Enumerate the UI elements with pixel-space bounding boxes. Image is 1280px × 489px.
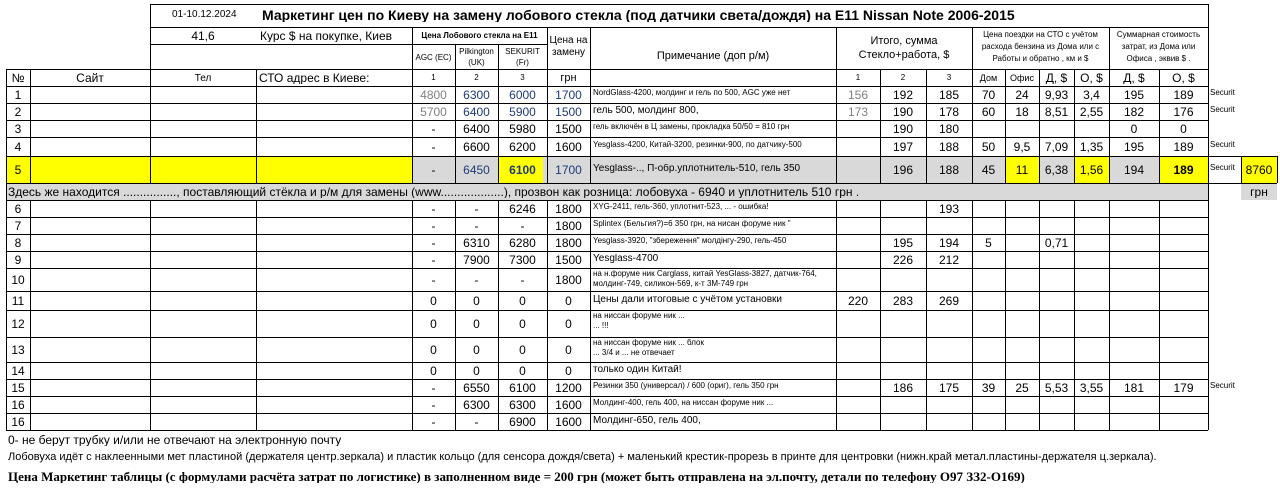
row-11-n: 11 <box>11 294 25 307</box>
row-16-pil: 6300 <box>463 398 490 411</box>
row-11-sek: 0 <box>519 294 526 307</box>
col-o-usd-header: О, $ <box>1080 72 1103 84</box>
col-total1-num: 1 <box>855 74 861 82</box>
row-17-sek: 6900 <box>509 415 536 428</box>
col-total-label: Итого, сумма Стекло+работа, $ <box>858 35 950 61</box>
row-14-price: 0 <box>565 364 572 377</box>
middle-grn: грн <box>1250 186 1268 198</box>
row-2-o: 2,55 <box>1079 105 1104 118</box>
row-12-note-2: ... !!! <box>593 322 609 330</box>
col-agc-header: AGC (EC) <box>415 54 452 62</box>
col-trip-header <box>972 29 1109 65</box>
col-office-header: Офис <box>1010 74 1034 83</box>
row-6-note: XYG-2411, гель-360, уплотнит-523, ... - ошибка! <box>593 203 769 211</box>
footer-line-2: Лобовуха идёт с наклеенными мет пластиной (держателя центр.зеркала) и пластик кольцо (для сенсора дождя/света) + маленький крестик-прорезь в принте для центровки (нижн.край метал.пластины-держателя ц.зеркала). <box>8 452 1157 463</box>
col-tel-header: Тел <box>194 74 212 84</box>
row-10-note: на н.форуме ник Carglass, китай YesGlass-3827, датчик-764, <box>593 270 817 278</box>
col-sum-o-header: О, $ <box>1172 72 1195 84</box>
row-15-pil: 6550 <box>463 381 490 394</box>
row-6-t3: 193 <box>938 202 960 215</box>
row-17-pil: - <box>474 415 479 428</box>
col-sum-d-header: Д, $ <box>1123 72 1145 84</box>
row-16-price: 1600 <box>555 398 582 411</box>
row-12-sek: 0 <box>519 317 526 330</box>
row-15-so: 179 <box>1173 381 1194 394</box>
row-15-sd: 181 <box>1123 381 1145 394</box>
row-3-sek: 5980 <box>509 122 536 135</box>
row-3-t3: 180 <box>938 122 960 135</box>
row-9-pil: 7900 <box>463 253 490 266</box>
row-1-d: 9,93 <box>1044 88 1069 101</box>
row-1-sek: 6000 <box>509 88 536 101</box>
row-4-t2: 197 <box>892 140 914 153</box>
row-1-extra: Securit <box>1210 88 1235 97</box>
price-group-title: Цена Лобового стекла на E11 <box>421 32 538 40</box>
row-2-t2: 190 <box>892 105 914 118</box>
row-8-t2: 195 <box>892 236 914 249</box>
middle-note: Здесь же находится ................, поставляющий стёкла и р/м для замены (www...................), прозвон как розница: лобовуха - 6940 и уплотнитель 510 грн . <box>8 186 860 198</box>
row-3-note: гель включён в Ц замены, прокладка 50/50 = 810 грн <box>593 123 790 131</box>
row-5-sek: 6100 <box>509 163 536 176</box>
row-16-agc: - <box>431 398 436 411</box>
row-12-n: 12 <box>11 317 25 330</box>
row-5-price: 1700 <box>555 163 582 176</box>
row-2-t3: 178 <box>938 105 960 118</box>
row-12-pil: 0 <box>473 317 480 330</box>
row-4-o: 1,35 <box>1079 140 1104 153</box>
col-site-header: Сайт <box>76 72 104 84</box>
row-10-pil: - <box>474 273 479 286</box>
col-total3-num: 3 <box>946 74 952 82</box>
row-15-t3: 175 <box>938 381 960 394</box>
row-2-sd: 182 <box>1123 105 1145 118</box>
row-15-home: 39 <box>981 381 996 394</box>
row-11-pil: 0 <box>473 294 480 307</box>
row-8-n: 8 <box>14 236 22 249</box>
row-1-t1: 156 <box>847 88 869 101</box>
row-5-sd: 194 <box>1123 163 1145 176</box>
row-9-note: Yesglass-4700 <box>593 254 659 264</box>
row-9-t3: 212 <box>938 253 960 266</box>
row-13-sek: 0 <box>519 343 526 356</box>
col-sum-label: Суммарная стоимость затрат, из Дома или Офиса , эквив $ . <box>1116 30 1201 63</box>
row-9-n: 9 <box>14 253 22 266</box>
row5-highlight-left <box>6 156 412 183</box>
row-14-n: 14 <box>11 364 25 377</box>
row-5-t3: 188 <box>938 163 960 176</box>
row-2-extra: Securit <box>1210 105 1235 114</box>
row-2-d: 8,51 <box>1044 105 1069 118</box>
row-1-agc: 4800 <box>420 88 447 101</box>
row-15-note: Резинки 350 (универсал) / 600 (ориг), гель 350 грн <box>593 382 779 390</box>
row-1-note: NordGlass-4200, молдинг и гель по 500, AGC уже нет <box>593 89 791 97</box>
row-16-n: 16 <box>11 398 25 411</box>
row-11-note: Цены дали итоговые с учётом установки <box>593 295 782 305</box>
col-pilkington-header <box>455 46 498 68</box>
row-17-note: Молдинг-650, гель 400, <box>593 416 701 426</box>
exchange-rate-value: 41,6 <box>191 30 215 42</box>
row-2-price: 1500 <box>555 105 582 118</box>
page-title: Маркетинг цен по Киеву на замену лобового стекла (под датчики света/дождя) на E11 Nissan Note 2006-2015 <box>262 8 1015 22</box>
row-1-office: 24 <box>1015 88 1029 101</box>
row-2-pil: 6400 <box>463 105 490 118</box>
row-3-so: 0 <box>1180 122 1187 135</box>
row-5-agc: - <box>431 163 436 176</box>
col-replace-price-header <box>547 35 590 59</box>
row-8-note: Yesglass-3920, "збереження" молдінгу-290, гель-450 <box>593 237 787 245</box>
row-16-sek: 6300 <box>509 398 536 411</box>
row-1-t2: 192 <box>892 88 914 101</box>
col-replace-price-label: Цена на замену <box>549 35 588 58</box>
row-14-sek: 0 <box>519 364 526 377</box>
row-15-sek: 6100 <box>509 381 536 394</box>
row-14-agc: 0 <box>430 364 437 377</box>
row-4-extra: Securit <box>1210 140 1235 149</box>
row-2-note: гель 500, молдинг 800, <box>593 106 699 116</box>
row-13-n: 13 <box>11 343 25 356</box>
row-5-pil: 6450 <box>463 163 490 176</box>
row-11-t1: 220 <box>847 294 869 307</box>
row-15-price: 1200 <box>555 381 582 394</box>
row-17-price: 1600 <box>555 415 582 428</box>
row-5-n: 5 <box>14 163 22 176</box>
col-pilkington-label: Pilkington (UK) <box>459 47 494 67</box>
row-3-pil: 6400 <box>463 122 490 135</box>
row-5-o: 1,56 <box>1079 163 1104 176</box>
col-sekurit-label: SEKURIT (Fr) <box>505 47 540 67</box>
row-3-t2: 190 <box>892 122 914 135</box>
col-grn-unit: грн <box>560 73 577 84</box>
row-10-note-2: молдинг-749, силикон-569, к-т 3M-749 грн <box>593 280 749 288</box>
row-5-extra2: 8760 <box>1245 163 1273 176</box>
col-total-header <box>836 34 972 62</box>
col-sto-header: СТО адрес в Киеве: <box>259 72 370 84</box>
row-13-agc: 0 <box>430 343 437 356</box>
row-1-pil: 6300 <box>463 88 490 101</box>
row-6-price: 1800 <box>555 202 582 215</box>
row-7-sek: - <box>520 219 525 232</box>
row-2-n: 2 <box>14 105 22 118</box>
header-date: 01-10.12.2024 <box>172 10 237 20</box>
row-5-extra: Securit <box>1210 163 1235 172</box>
row-1-t3: 185 <box>938 88 960 101</box>
col-total2-num: 2 <box>900 74 906 82</box>
row-1-price: 1700 <box>555 88 582 101</box>
row-5-home: 45 <box>981 163 996 176</box>
row-8-agc: - <box>431 236 436 249</box>
row-5-office: 11 <box>1015 163 1029 176</box>
row-10-agc: - <box>431 273 436 286</box>
row-7-agc: - <box>431 219 436 232</box>
row-2-agc: 5700 <box>420 105 447 118</box>
row-2-sek: 5900 <box>509 105 536 118</box>
row-11-t2: 283 <box>892 294 914 307</box>
col-home-header: Дом <box>979 74 998 83</box>
row-4-agc: - <box>431 140 436 153</box>
row-17-agc: - <box>431 415 436 428</box>
row-1-so: 189 <box>1173 88 1194 101</box>
row-4-sd: 195 <box>1123 140 1145 153</box>
row-3-n: 3 <box>14 122 22 135</box>
col-pil-num: 2 <box>474 74 479 82</box>
row-13-note-2: ... 3/4 и ... не отвечает <box>593 349 675 357</box>
row-15-o: 3,55 <box>1079 381 1104 394</box>
row-6-n: 6 <box>14 202 22 215</box>
row-8-home: 5 <box>985 236 992 249</box>
row-4-sek: 6200 <box>509 140 536 153</box>
row-15-office: 25 <box>1015 381 1029 394</box>
row-4-d: 7,09 <box>1044 140 1069 153</box>
row-9-sek: 7300 <box>509 253 536 266</box>
row-3-agc: - <box>431 122 436 135</box>
row-4-home: 50 <box>981 140 996 153</box>
row-13-pil: 0 <box>473 343 480 356</box>
row-5-so: 189 <box>1173 163 1194 176</box>
row-8-price: 1800 <box>555 236 582 249</box>
row-2-t1: 173 <box>847 105 869 118</box>
row-7-note: Splintex (Бельгия?)=6 350 грн, на нисан форуме ник " <box>593 220 791 228</box>
row-2-so: 176 <box>1173 105 1194 118</box>
row-2-home: 60 <box>981 105 996 118</box>
row-3-price: 1500 <box>555 122 582 135</box>
row-5-d: 6,38 <box>1044 163 1069 176</box>
col-agc-num: 1 <box>431 74 436 82</box>
row-12-note: на ниссан форуме ник ... <box>593 312 685 320</box>
row-1-n: 1 <box>14 88 22 101</box>
col-sek-num: 3 <box>520 74 525 82</box>
row-15-n: 15 <box>11 381 25 394</box>
row-13-note: на ниссан форуме ник ... блок <box>593 339 704 347</box>
row-4-price: 1600 <box>555 140 582 153</box>
exchange-rate-label: Курс $ на покупке, Киев <box>260 30 393 42</box>
row-12-price: 0 <box>565 317 572 330</box>
row-8-pil: 6310 <box>463 236 490 249</box>
row-15-agc: - <box>431 381 436 394</box>
row-8-sek: 6280 <box>509 236 536 249</box>
row-11-price: 0 <box>565 294 572 307</box>
row-10-price: 1800 <box>555 273 582 286</box>
row-1-o: 3,4 <box>1083 88 1100 101</box>
row-9-agc: - <box>431 253 436 266</box>
row-11-t3: 269 <box>938 294 960 307</box>
row-7-pil: - <box>474 219 479 232</box>
row-4-pil: 6600 <box>463 140 490 153</box>
row-7-n: 7 <box>14 219 22 232</box>
col-d-usd-header: Д, $ <box>1045 72 1068 84</box>
row-4-n: 4 <box>14 140 22 153</box>
row-12-agc: 0 <box>430 317 437 330</box>
col-num-header: № <box>11 72 25 84</box>
row-10-sek: - <box>520 273 525 286</box>
row-1-home: 70 <box>981 88 996 101</box>
row-8-d: 0,71 <box>1044 236 1069 249</box>
row-4-note: Yesglass-4200, Китай-3200, резинки-900, по датчику-500 <box>593 141 802 149</box>
row-17-n: 16 <box>11 415 25 428</box>
col-note-header: Примечание (доп р/м) <box>656 51 770 62</box>
row-6-pil: - <box>474 202 479 215</box>
footer-line-1: 0- не берут трубку и/или не отвечают на электронную почту <box>8 434 342 446</box>
col-sekurit-header <box>498 46 547 68</box>
footer-line-3: Цена Маркетинг таблицы (с формулами расчёта затрат по логистике) в заполненном виде = 200 грн (может быть отправлена на эл.почту, детали по телефону О97 ЗЗ2-О169) <box>8 470 1025 483</box>
row-13-price: 0 <box>565 343 572 356</box>
row-5-t2: 196 <box>892 163 914 176</box>
row-4-office: 9,5 <box>1013 140 1031 153</box>
row-3-sd: 0 <box>1130 122 1138 135</box>
row-6-sek: 6246 <box>509 202 536 215</box>
row-4-so: 189 <box>1173 140 1194 153</box>
row-15-extra: Securit <box>1210 381 1235 390</box>
row-10-n: 10 <box>11 273 25 286</box>
row-2-office: 18 <box>1015 105 1029 118</box>
col-sum-header <box>1109 29 1208 65</box>
row-11-agc: 0 <box>430 294 437 307</box>
row-16-note: Молдинг-400, гель 400, на ниссан форуме ник ... <box>593 399 774 407</box>
row-1-sd: 195 <box>1123 88 1145 101</box>
col-trip-label: Цена поездки на СТО с учётом расхода бензина из Дома или с Работы и обратно , км и $ <box>981 30 1100 63</box>
row-8-t3: 194 <box>938 236 960 249</box>
row-9-price: 1500 <box>555 253 582 266</box>
row-4-t3: 188 <box>938 140 960 153</box>
row-15-t2: 186 <box>892 381 914 394</box>
row-5-note: Yesglass-.., П-обр.уплотнитель-510, гель 350 <box>593 164 801 174</box>
row-6-agc: - <box>431 202 436 215</box>
row-14-pil: 0 <box>473 364 480 377</box>
row-7-price: 1800 <box>555 219 582 232</box>
row-14-note: только один Китай! <box>593 365 682 375</box>
row-15-d: 5,53 <box>1044 381 1069 394</box>
row-9-t2: 226 <box>892 253 914 266</box>
